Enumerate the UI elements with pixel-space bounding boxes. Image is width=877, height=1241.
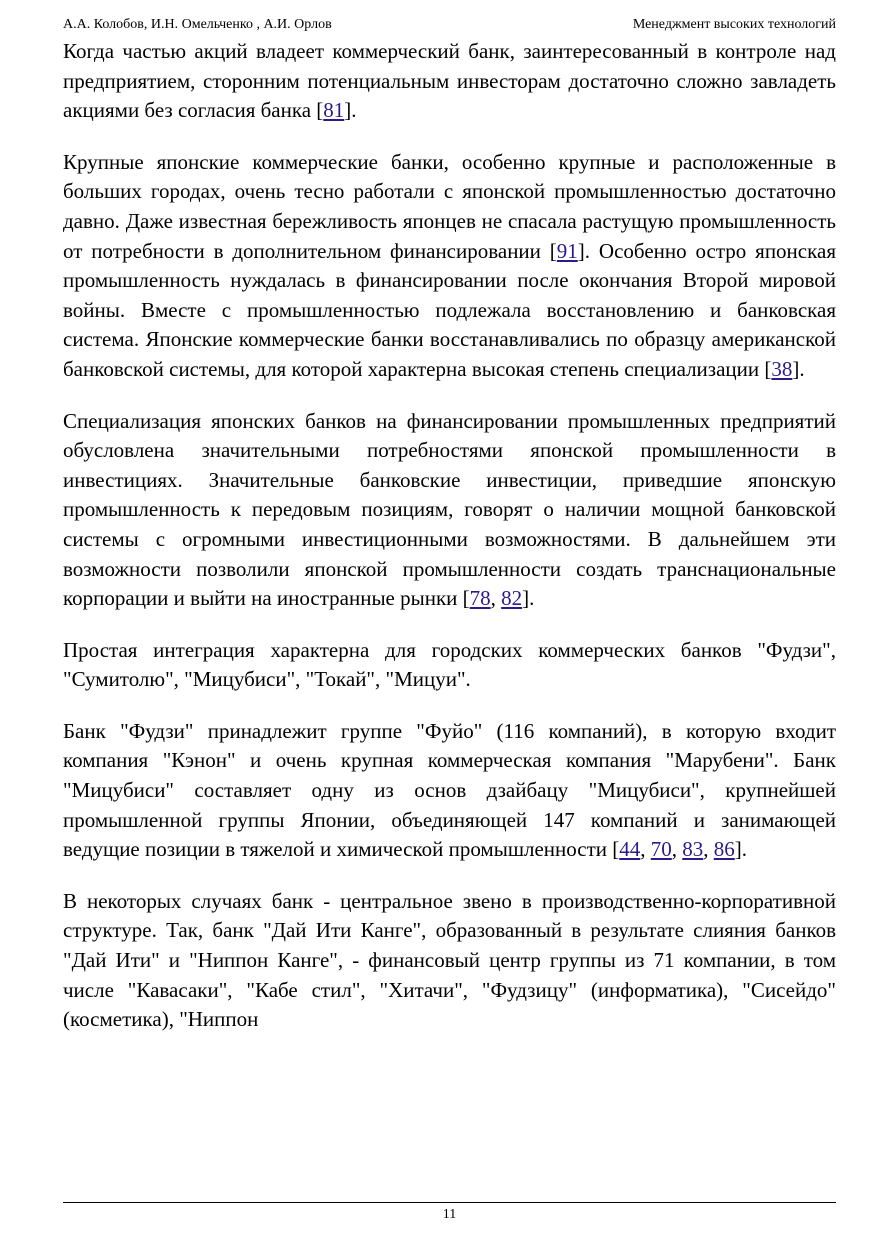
page-number: 11 <box>442 1207 457 1222</box>
text-run: Крупные японские коммерческие банки, особенно крупные и расположенные в больших городах, очень тесно работали с японской промышленностью достаточно давно. Даже известная бережливость японцев не спасала растущую промышленность от потребности в дополнительном финансировании [ <box>63 149 836 263</box>
text-run: , <box>640 837 651 862</box>
paragraph <box>63 407 836 614</box>
text-run: , <box>671 837 683 862</box>
text-run: Банк "Фудзи" принадлежит группе "Фуйо" (116 компаний), в которую входит компания "Кэнон" и очень крупная коммерческая компания "Марубени". Банк "Мицубиси" составляет одну из основ дзайбацу "Мицубиси", крупнейшей промышленной группы Японии, объединяющей 147 компаний и занимающей ведущие позиции в тяжелой и химической промышленности [ <box>63 718 836 862</box>
text-run: В некоторых случаях банк - центральное звено в производственно-корпоративной структуре. Так, банк "Дай Ити Канге", образованный в результате слияния банков "Дай Ити" и "Ниппон Канге", - финансовый центр группы из 71 компании, в том числе "Кавасаки", "Кабе стил", "Хитачи", "Фудзицу" (информатика), "Сисейдо" (косметика), "Ниппон <box>63 888 836 1032</box>
footer-divider <box>63 1202 836 1203</box>
text-run: , <box>703 837 714 862</box>
reference-link-81[interactable]: 81 <box>323 98 345 123</box>
paragraph <box>63 148 836 385</box>
header-authors: А.А. Колобов, И.Н. Омельченко , А.И. Орлов <box>63 17 332 32</box>
reference-link-44[interactable]: 44 <box>619 837 641 862</box>
text-run: ]. <box>344 98 357 123</box>
text-run: , <box>490 586 502 611</box>
text-run: ]. Особенно остро японская промышленность нуждалась в финансировании после окончания Второй мировой войны. Вместе с промышленностью подлежала восстановлению и банковская система. Японские коммерческие банки восстанавливались по образцу американской банковской системы, для которой характерна высокая степень специализации [ <box>63 238 836 381</box>
reference-link-82[interactable]: 82 <box>501 586 523 611</box>
paragraph <box>63 636 836 695</box>
reference-link-38[interactable]: 38 <box>771 356 793 381</box>
text-run: ]. <box>734 837 748 862</box>
page-header <box>63 14 836 36</box>
reference-link-83[interactable]: 83 <box>682 837 704 862</box>
header-title: Менеджмент высоких технологий <box>632 17 836 32</box>
reference-link-70[interactable]: 70 <box>650 837 672 862</box>
paragraph <box>63 717 836 865</box>
text-run: Когда частью акций владеет коммерческий банк, заинтересованный в контроле над предприятием, сторонним потенциальным инвесторам достаточно сложно завладеть акциями без согласия банка [ <box>63 39 836 123</box>
text-run: Специализация японских банков на финансировании промышленных предприятий обусловлена значительными потребностями японской промышленности в инвестициях. Значительные банковские инвестиции, приведшие японскую промышленность к передовым позициям, говорят о наличии мощной банковской системы с огромными инвестиционными возможностями. В дальнейшем эти возможности позволили японской промышленности создать транснациональные корпорации и выйти на иностранные рынки [ <box>63 408 836 611</box>
text-run: ]. <box>792 356 805 381</box>
text-run: ]. <box>522 586 535 611</box>
paragraph <box>63 887 836 1035</box>
paragraph <box>63 37 836 126</box>
reference-link-86[interactable]: 86 <box>713 837 735 862</box>
text-run: Простая интеграция характерна для городских коммерческих банков "Фудзи", "Сумитолю", "Мицубиси", "Токай", "Мицуи". <box>63 637 836 692</box>
reference-link-91[interactable]: 91 <box>556 238 578 263</box>
document-body <box>63 37 836 1201</box>
reference-link-78[interactable]: 78 <box>469 586 491 611</box>
